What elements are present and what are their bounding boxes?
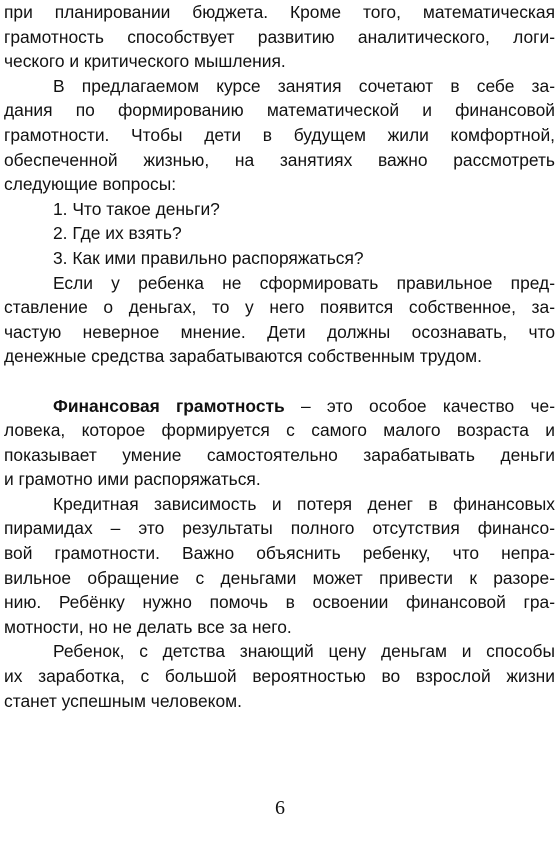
text-line: грамотности. Чтобы дети в будущем жили комфортной,: [4, 124, 555, 145]
text-line: их заработка, с большой вероятностью во взрослой жизни: [4, 666, 555, 687]
text-line: вой грамотности. Важно объяснить ребенку, что непра-: [4, 543, 555, 564]
text-line: дания по формированию математической и финансовой: [4, 100, 555, 121]
definition-text: – это особое качество че-: [284, 395, 555, 416]
defined-term: Финансовая грамотность: [53, 395, 285, 416]
paragraph-definition: [4, 394, 555, 492]
text-line: грамотность способствует развитию аналитического, логи-: [4, 26, 555, 47]
body-text: [4, 0, 555, 713]
page-number: 6: [275, 797, 285, 819]
list-item: 1. Что такое деньги?: [53, 198, 220, 219]
text-line: Ребенок, с детства знающий цену деньгам и способы: [53, 641, 555, 662]
paragraph-credit-dependency: [4, 492, 555, 640]
text-line: ловека, которое формируется с самого малого возраста и: [4, 420, 555, 441]
paragraph-course-description: [4, 74, 555, 197]
text-line: В предлагаемом курсе занятия сочетают в себе за-: [53, 75, 555, 96]
list-item: 2. Где их взять?: [53, 223, 182, 244]
question-list: [4, 197, 555, 271]
paragraph-gap: [4, 369, 555, 394]
text-line: Кредитная зависимость и потеря денег в финансовых: [53, 493, 555, 514]
list-item: 3. Как ими правильно распоряжаться?: [53, 247, 364, 268]
paragraph-conclusion: [4, 639, 555, 713]
text-line: вильное обращение с деньгами может привести к разоре-: [4, 567, 555, 588]
text-line: обеспеченной жизнью, на занятиях важно рассмотреть: [4, 149, 555, 170]
text-line: [4, 394, 555, 419]
text-line: ставление о деньгах, то у него появится собственное, за-: [4, 297, 555, 318]
paragraph-child-money-view: [4, 271, 555, 369]
text-line: Если у ребенка не сформировать правильное пред-: [53, 272, 555, 293]
text-line: следующие вопросы:: [4, 174, 177, 195]
text-line: станет успешным человеком.: [4, 690, 242, 711]
text-line: нию. Ребёнку нужно помочь в освоении финансовой гра-: [4, 592, 555, 613]
text-line: мотности, но не делать все за него.: [4, 616, 292, 637]
text-line: показывает умение самостоятельно зарабатывать деньги: [4, 444, 555, 465]
paragraph-math-literacy: [4, 0, 555, 74]
text-line: денежные средства зарабатываются собственным трудом.: [4, 346, 482, 367]
text-line: частую неверное мнение. Дети должны осознавать, что: [4, 321, 555, 342]
text-line: ческого и критического мышления.: [4, 51, 286, 72]
text-line: при планировании бюджета. Кроме того, математическая: [4, 2, 555, 22]
text-line: и грамотно ими распоряжаться.: [4, 469, 261, 490]
text-line: пирамидах – это результаты полного отсутствия финансо-: [4, 518, 555, 539]
